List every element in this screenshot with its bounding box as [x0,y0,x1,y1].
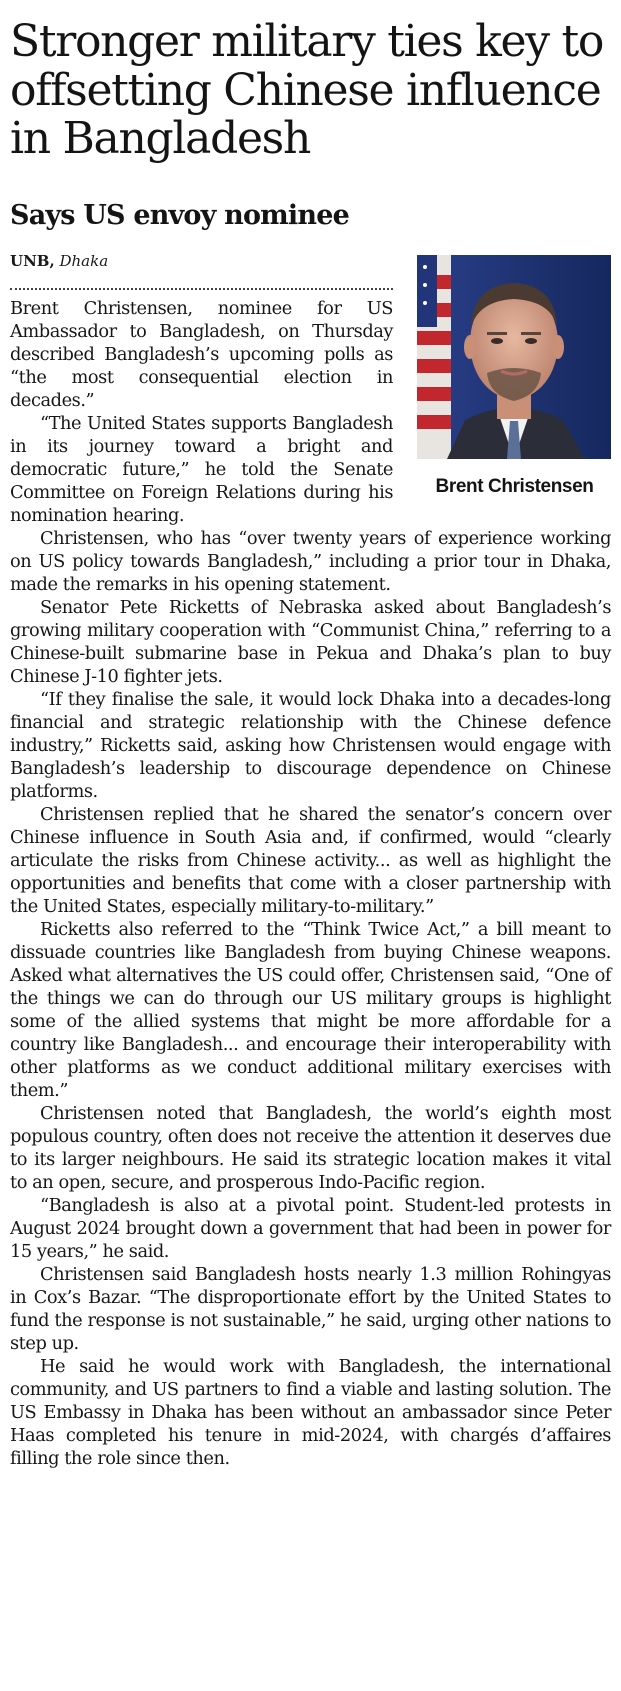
headline: Stronger military ties key to offsetting Chinese influence in Bangladesh [10,16,604,164]
dotted-divider [10,288,393,290]
paragraph: “If they finalise the sale, it would lock Dhaka into a decades-long financial and strategic relationship with the Chinese defence industry,” Ricketts said, asking how Christensen would engage with Bangladesh’s leadership to discourage dependence on Chinese platforms. [10,689,611,802]
paragraph: Brent Christensen, nominee for US Ambassador to Bangladesh, on Thursday described Bangladesh’s upcoming polls as “the most consequential election in decades.” [10,298,393,411]
photo-wrap-space [393,297,611,515]
subheadline: Says US envoy nominee [10,200,349,231]
paragraph: Christensen noted that Bangladesh, the world’s eighth most populous country, often does not receive the attention it deserves due to its larger neighbours. He said its strategic location makes it vital to an open, secure, and prosperous Indo-Pacific region. [10,1103,611,1193]
paragraph: Ricketts also referred to the “Think Twice Act,” a bill meant to dissuade countries like Bangladesh from buying Chinese weapons. Asked what alternatives the US could offer, Christensen said, “One of the things we can do through our US military groups is highlight some of the allied systems that might be more affordable for a country like Bangladesh... and encourage their interoperability with other platforms as we conduct additional military exercises with them.” [10,919,611,1101]
article-body [10,297,611,1470]
paragraph: He said he would work with Bangladesh, the international community, and US partners to find a viable and lasting solution. The US Embassy in Dhaka has been without an ambassador since Peter Haas completed his tenure in mid-2024, with chargés d’affaires filling the role since then. [10,1356,611,1469]
paragraph: “Bangladesh is also at a pivotal point. Student-led protests in August 2024 brought down a government that had been in power for 15 years,” he said. [10,1195,611,1262]
photo-caption: Brent Christensen [435,476,594,497]
byline-place: Dhaka [59,252,109,270]
paragraph: Senator Pete Ricketts of Nebraska asked about Bangladesh’s growing military cooperation with “Communist China,” referring to a Chinese-built submarine base in Pekua and Dhaka’s plan to buy Chinese J-10 fighter jets. [10,597,611,687]
paragraph: “The United States supports Bangladesh in its journey toward a bright and democratic future,” he told the Senate Committee on Foreign Relations during his nomination hearing. [10,413,393,526]
byline [10,252,108,270]
paragraph: Christensen said Bangladesh hosts nearly 1.3 million Rohingyas in Cox’s Bazar. “The disproportionate effort by the United States to fund the response is not sustainable,” he said, urging other nations to step up. [10,1264,611,1354]
paragraph: Christensen, who has “over twenty years of experience working on US policy towards Bangladesh,” including a prior tour in Dhaka, made the remarks in his opening statement. [10,528,611,595]
paragraph: Christensen replied that he shared the senator’s concern over Chinese influence in South Asia and, if confirmed, would “clearly articulate the risks from Chinese activity... as well as highlight the opportunities and benefits that come with a closer partnership with the United States, especially military-to-military.” [10,804,611,917]
byline-agency: UNB, [10,252,55,270]
